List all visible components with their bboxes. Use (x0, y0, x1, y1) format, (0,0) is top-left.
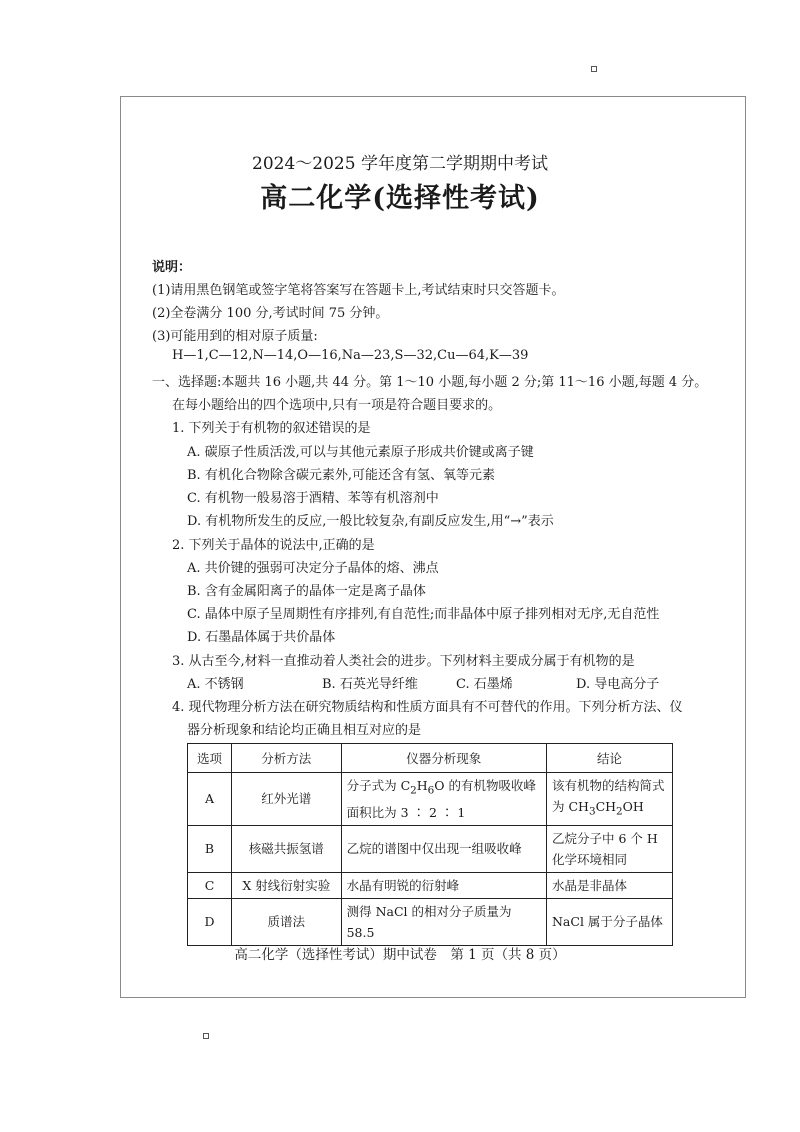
table-header-row (188, 744, 673, 773)
q1-option-d: D. 有机物所发生的反应,一般比较复杂,有副反应发生,用“→”表示 (187, 514, 554, 529)
subscript: 2 (410, 784, 417, 797)
page-footer: 高二化学（选择性考试）期中试卷 第 1 页（共 8 页） (234, 947, 566, 963)
header-method: 分析方法 (231, 744, 341, 773)
instruction-3: (3)可能用到的相对原子质量: (152, 329, 318, 344)
q1-option-c: C. 有机物一般易溶于酒精、苯等有机溶剂中 (187, 491, 439, 506)
q1-option-a: A. 碳原子性质活泼,可以与其他元素原子形成共价键或离子键 (187, 445, 534, 460)
row-method: 红外光谱 (231, 773, 341, 826)
row-option: C (188, 872, 232, 898)
corner-mark-bottom (203, 1033, 209, 1039)
q2-stem: 2. 下列关于晶体的说法中,正确的是 (172, 538, 375, 553)
conclusion-text: CH (595, 799, 617, 814)
row-option: B (188, 825, 232, 872)
row-method: X 射线衍射实验 (231, 872, 341, 898)
phenomenon-text: 分子式为 C (346, 778, 411, 793)
q2-option-b: B. 含有金属阳离子的晶体一定是离子晶体 (187, 584, 426, 599)
q3-option-c: C. 石墨烯 (456, 677, 513, 692)
row-conclusion: NaCl 属于分子晶体 (546, 898, 672, 945)
row-option: D (188, 898, 232, 945)
subscript: 2 (616, 805, 623, 818)
row-method: 核磁共振氢谱 (231, 825, 341, 872)
q3-option-a: A. 不锈钢 (187, 677, 244, 692)
subject-title: 高二化学(选择性考试) (260, 183, 540, 214)
phenomenon-text: H (416, 778, 428, 793)
row-conclusion (546, 773, 672, 826)
row-phenomenon: 测得 NaCl 的相对分子质量为 58.5 (341, 898, 546, 945)
table-row (188, 773, 673, 826)
table-row (188, 898, 673, 945)
header-conclusion: 结论 (546, 744, 672, 773)
conclusion-text: OH (622, 799, 644, 814)
row-phenomenon: 乙烷的谱图中仅出现一组吸收峰 (341, 825, 546, 872)
table-row (188, 825, 673, 872)
analysis-table (187, 743, 673, 946)
row-option: A (188, 773, 232, 826)
header-option: 选项 (188, 744, 232, 773)
header-phenomenon: 仪器分析现象 (341, 744, 546, 773)
phenomenon-text: O 的有机物吸收峰面积比为 3 ∶ 2 ∶ 1 (346, 778, 537, 820)
exam-title: 2024～2025 学年度第二学期期中考试 (252, 154, 548, 174)
instruction-2: (2)全卷满分 100 分,考试时间 75 分钟。 (152, 306, 389, 321)
row-phenomenon (341, 773, 546, 826)
corner-mark-top (591, 66, 597, 72)
q3-stem: 3. 从古至今,材料一直推动着人类社会的进步。下列材料主要成分属于有机物的是 (172, 654, 635, 669)
q2-option-c: C. 晶体中原子呈周期性有序排列,有自范性;而非晶体中原子排列相对无序,无自范性 (187, 607, 660, 622)
row-conclusion: 乙烷分子中 6 个 H 化学环境相同 (546, 825, 672, 872)
q3-option-d: D. 导电高分子 (576, 677, 660, 692)
q2-option-d: D. 石墨晶体属于共价晶体 (187, 630, 336, 645)
atomic-masses: H—1,C—12,N—14,O—16,Na—23,S—32,Cu—64,K—39 (172, 348, 529, 363)
row-conclusion: 水晶是非晶体 (546, 872, 672, 898)
row-phenomenon: 水晶有明锐的衍射峰 (341, 872, 546, 898)
subscript: 3 (588, 805, 596, 818)
row-method: 质谱法 (231, 898, 341, 945)
table-row (188, 872, 673, 898)
q3-option-b: B. 石英光导纤维 (322, 677, 418, 692)
instructions-heading: 说明： (152, 260, 192, 275)
q1-option-b: B. 有机化合物除含碳元素外,可能还含有氢、氧等元素 (187, 468, 495, 483)
instruction-1: (1)请用黑色钢笔或签字笔将答案写在答题卡上,考试结束时只交答题卡。 (152, 283, 565, 298)
conclusion-text: 该有机物的结构简式为 CH (551, 778, 665, 814)
q4-stem: 4. 现代物理分析方法在研究物质结构和性质方面具有不可替代的作用。下列分析方法、仪 (172, 700, 683, 715)
subscript: 6 (427, 784, 435, 797)
section1-heading-cont: 在每小题给出的四个选项中,只有一项是符合题目要求的。 (172, 398, 502, 413)
q4-stem-cont: 器分析现象和结论均正确且相互对应的是 (187, 723, 422, 738)
q1-stem: 1. 下列关于有机物的叙述错误的是 (172, 421, 371, 436)
section1-heading: 一、选择题:本题共 16 小题,共 44 分。第 1～10 小题,每小题 2 分;第 11～16 小题,每题 4 分。 (152, 375, 708, 390)
q2-option-a: A. 共价键的强弱可决定分子晶体的熔、沸点 (187, 561, 439, 576)
